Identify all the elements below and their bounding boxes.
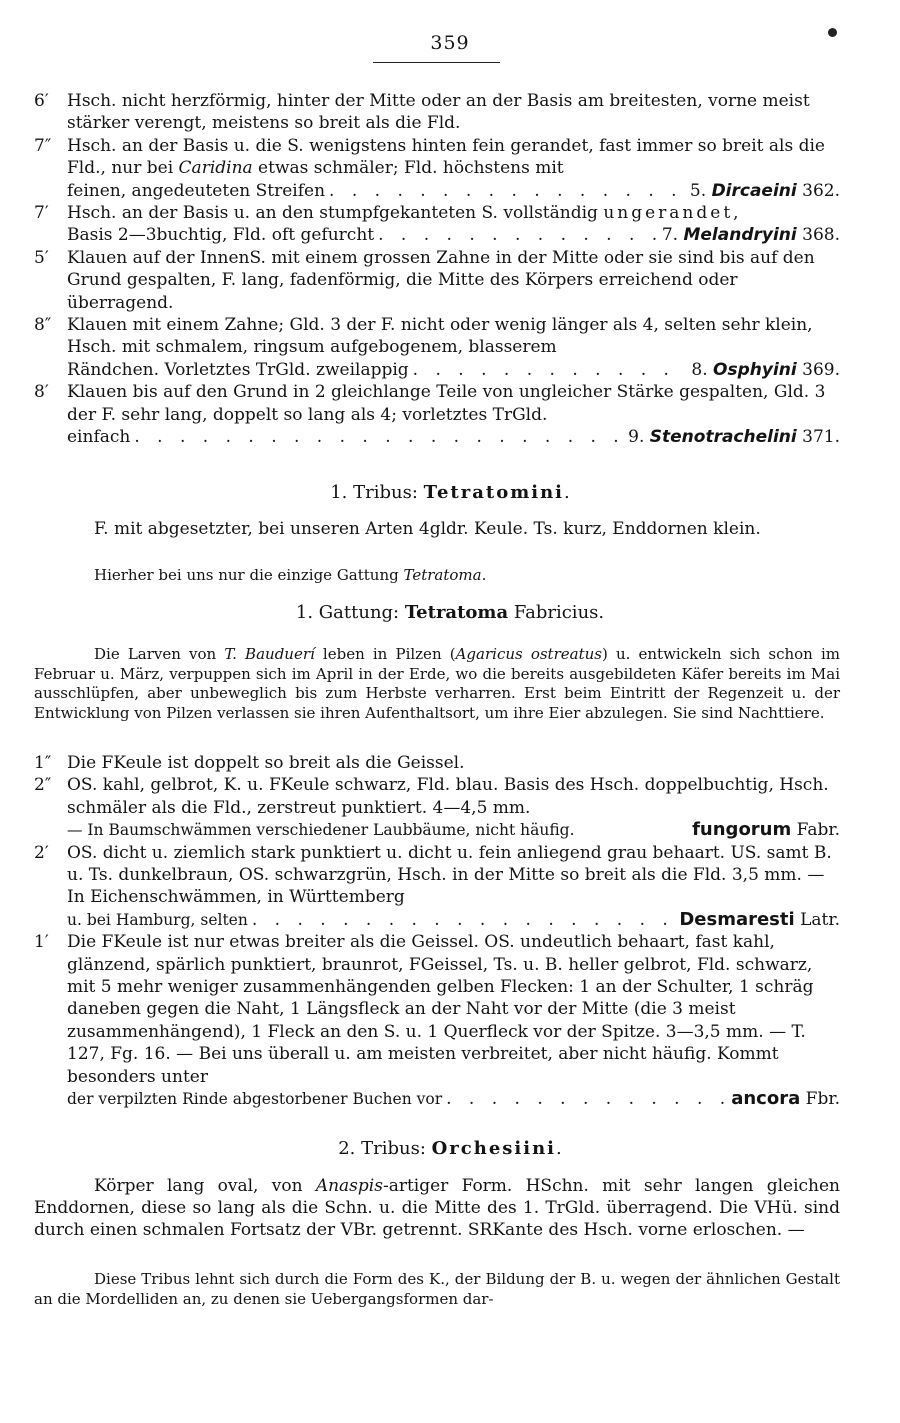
desc-text: -artiger Form. HSchn. mit sehr langen gleichen Enddornen, diese so lang als die Schn. u. die Mitte des 1. TrGld. überragend. Die VHü. sind durch einen schmalen Fortsatz der VBr. getrennt. SRKante des Hsch. vorne erloschen. — [34, 1176, 840, 1240]
tribe-prefix: 2. Tribus: [338, 1138, 432, 1159]
key-number: 8′ [34, 382, 49, 403]
key-text: Klauen bis auf den Grund in 2 gleichlange Teile von ungleicher Stärke gespalten, Gld. 3 der F. sehr lang, doppelt so lang als 4; vorletztes TrGld. [67, 382, 826, 425]
ref-page: 371. [802, 427, 840, 448]
tribe-name: Orchesiini [431, 1138, 557, 1159]
species-name [692, 819, 840, 841]
key-text: Die FKeule ist doppelt so breit als die Geissel. [67, 753, 465, 773]
page-number-rule [373, 62, 500, 63]
tribe-heading [0, 482, 900, 503]
key-entry [34, 135, 840, 202]
key-last-line [67, 909, 840, 931]
key-entry [34, 314, 840, 381]
identification-key-species [34, 752, 840, 1111]
genus-author: Fabricius. [508, 602, 605, 623]
key-reference [662, 224, 840, 246]
key-entry [34, 931, 840, 1110]
dot-leader [252, 909, 675, 931]
key-text: Hsch. an der Basis u. an den stumpfgekanteten S. vollständig [67, 203, 604, 224]
key-text: Hsch. nicht herzförmig, hinter der Mitte oder an der Basis am breitesten, vorne meist stärker verengt, meistens so breit als die Fld. [67, 91, 810, 134]
key-reference [691, 359, 840, 381]
key-entry [34, 202, 840, 247]
species-epithet: ancora [731, 1088, 801, 1110]
species-author: Fabr. [796, 820, 840, 841]
ref-taxon: Dircaeini [711, 180, 797, 201]
key-number: 7′ [34, 203, 49, 224]
species-name [731, 1088, 840, 1110]
key-text: feinen, angedeuteten Streifen [67, 180, 326, 201]
ref-number: 7. [661, 225, 679, 246]
key-entry [34, 90, 840, 135]
key-text: der verpilzten Rinde abgestorbener Buchen vor [67, 1090, 443, 1109]
tribe-suffix: . [556, 1138, 562, 1159]
dot-leader [134, 426, 624, 448]
tribe-description: F. mit abgesetzter, bei unseren Arten 4gldr. Keule. Ts. kurz, Enddornen klein. [94, 519, 761, 539]
genus-name: Tetratoma [404, 602, 509, 623]
tribe-suffix: . [564, 482, 570, 503]
key-entry [34, 752, 840, 774]
key-last-line [67, 426, 840, 448]
key-number: 2″ [34, 775, 52, 796]
ink-spot [828, 28, 837, 37]
ref-number: 5. [689, 180, 707, 201]
key-entry [34, 381, 840, 448]
key-text: OS. kahl, gelbrot, K. u. FKeule schwarz, Fld. blau. Basis des Hsch. doppelbuchtig, Hsch. schmäler als die Fld., zerstreut punktiert. 4—4,5 mm. [67, 775, 829, 818]
key-text: Klauen auf der InnenS. mit einem grossen Zahne in der Mitte oder sie sind bis auf den Grund gespalten, F. lang, fadenförmig, die Mitte des Körpers erreichend oder überragend. [67, 247, 815, 313]
ref-page: 369. [802, 359, 840, 380]
key-last-line [67, 180, 840, 202]
note-text: . [481, 566, 487, 584]
key-text: einfach [67, 427, 131, 448]
dot-leader [329, 180, 686, 202]
species-epithet: Desmaresti [679, 908, 795, 930]
key-number: 1′ [34, 932, 49, 953]
desc-genus: Anaspis [315, 1176, 383, 1196]
key-reference [690, 180, 840, 202]
key-last-line [67, 359, 840, 381]
key-entry [34, 774, 840, 841]
dot-leader [378, 224, 658, 246]
note-text: Hierher bei uns nur die einzige Gattung [94, 566, 404, 584]
desc-species: Agaricus ostreatus [455, 645, 602, 663]
page-number: 359 [430, 32, 470, 54]
key-entry [34, 247, 840, 314]
tribe-description [34, 1175, 840, 1241]
key-number: 5′ [34, 247, 49, 268]
key-number: 8″ [34, 315, 52, 336]
genus-prefix: 1. Gattung: [295, 602, 405, 623]
key-text: Hsch. an der Basis u. die S. wenigstens hinten fein gerandet, fast immer so breit als die Fld., nur bei [67, 135, 825, 179]
note-genus: Tetratoma [403, 566, 482, 584]
dot-leader [446, 1088, 727, 1110]
key-text-spaced: ungerandet [603, 203, 734, 224]
species-name [679, 909, 840, 931]
desc-species: T. Bauduerí [224, 645, 315, 663]
tribe-prefix: 1. Tribus: [330, 482, 424, 503]
genus-description [34, 645, 840, 723]
desc-text: Körper lang oval, von [94, 1176, 316, 1196]
ref-taxon: Osphyini [713, 359, 797, 380]
ref-taxon: Stenotrachelini [649, 427, 797, 448]
key-text: etwas schmäler; Fld. höchstens mit [252, 158, 564, 179]
identification-key-tribes [34, 90, 840, 449]
ref-number: 9. [628, 427, 645, 448]
key-text: Basis 2—3buchtig, Fld. oft gefurcht [67, 225, 375, 246]
key-number: 7″ [34, 135, 52, 156]
key-text: u. bei Hamburg, selten [67, 910, 248, 929]
tribe-heading [0, 1138, 900, 1159]
key-reference [628, 426, 840, 448]
dot-leader [413, 359, 688, 381]
tribe-note: Diese Tribus lehnt sich durch die Form des K., der Bildung der B. u. wegen der ähnlichen Gestalt an die Mordelliden an, zu denen sie Uebergangsformen dar- [34, 1270, 840, 1308]
key-text: Die FKeule ist nur etwas breiter als die Geissel. OS. undeutlich behaart, fast kahl, glänzend, spärlich punktiert, braunrot, FGeissel, Ts. u. B. heller gelbrot, Fld. schwarz, mit 5 mehr weniger zusammenhängenden gelben Flecken: 1 an der Schulter, 1 schräg daneben gegen die Naht, 1 Längsfleck an der Naht vor der Mitte (die 3 meist zusammenhängend), 1 Fleck an den S. u. 1 Querfleck vor der Spitze. 3—3,5 mm. — T. 127, Fg. 16. — Bei uns überall u. am meisten verbreitet, aber nicht häufig. Kommt besonders unter [67, 932, 814, 1087]
key-text: , [733, 203, 739, 224]
species-author: Latr. [800, 909, 840, 930]
key-number: 1″ [34, 753, 52, 773]
desc-text: ) u. entwickeln sich schon im Februar u. März, verpuppen sich im April in der Erde, wo die bereits ausgebildeten Käfer bereits im Mai ausschlüpfen, aber unbeweglich bis zum Herbste verharren. Erst beim Eintritt der Regenzeit u. der Entwicklung von Pilzen verlassen sie ihren Aufenthaltsort, um ihre Eier abzulegen. Sie sind Nachttiere. [34, 645, 840, 722]
ref-page: 368. [802, 225, 840, 246]
key-entry [34, 842, 840, 932]
tribe-note [34, 566, 840, 586]
key-last-line [67, 819, 840, 841]
key-text: OS. dicht u. ziemlich stark punktiert u. dicht u. fein anliegend grau behaart. US. samt B. u. Ts. dunkelbraun, OS. schwarzgrün, Hsch. in der Mitte so breit als die Fld. 3,5 mm. — In Eichenschwämmen, in Württemberg [67, 842, 832, 908]
genus-heading [0, 602, 900, 623]
key-text: — In Baumschwämmen verschiedener Laubbäume, nicht häufig. [67, 821, 575, 840]
species-epithet: fungorum [692, 819, 792, 841]
species-author: Fbr. [805, 1089, 840, 1110]
key-last-line [67, 1088, 840, 1110]
key-text-italic: Caridina [178, 158, 253, 179]
tribe-name: Tetratomini [423, 482, 565, 503]
ref-number: 8. [691, 359, 708, 380]
key-last-line [67, 224, 840, 246]
ref-taxon: Melandryini [683, 225, 797, 246]
key-number: 2′ [34, 842, 49, 863]
desc-text: Die Larven von [94, 645, 225, 663]
key-text: Rändchen. Vorletztes TrGld. zweilappig [67, 359, 409, 380]
desc-text: leben in Pilzen ( [314, 645, 456, 663]
ref-page: 362. [802, 180, 840, 201]
key-number: 6′ [34, 91, 49, 111]
key-text: Klauen mit einem Zahne; Gld. 3 der F. nicht oder wenig länger als 4, selten sehr klein, Hsch. mit schmalem, ringsum aufgebogenem, blasserem [67, 315, 813, 358]
